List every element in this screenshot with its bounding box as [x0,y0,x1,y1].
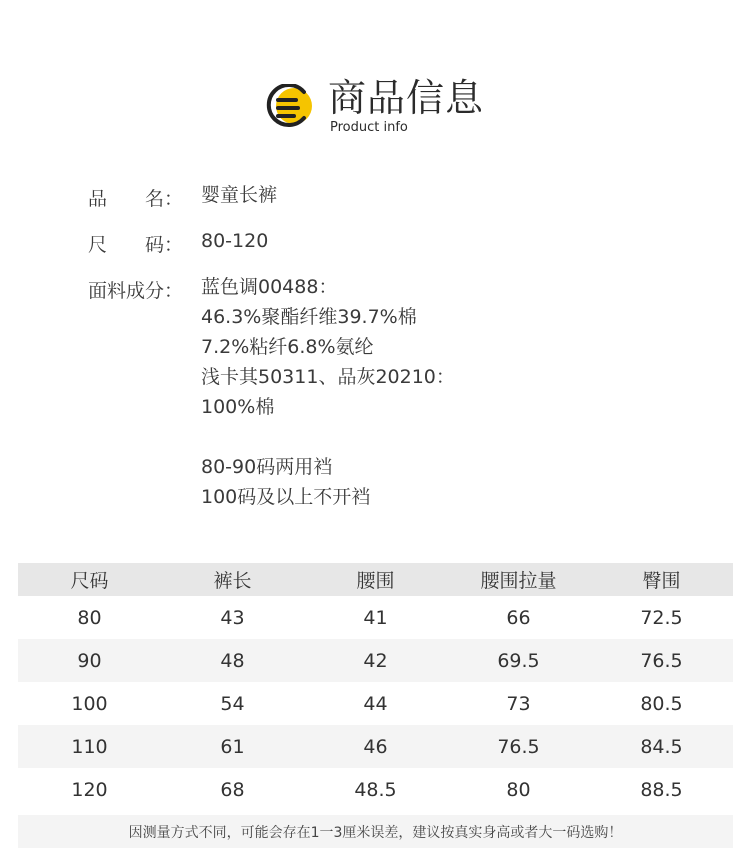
table-cell: 120 [71,778,108,801]
table-row [18,682,733,725]
table-cell: 72.5 [640,606,683,629]
fabric-line: 蓝色调00488： [201,276,338,298]
table-cell: 66 [506,606,531,629]
fabric-line: 100%棉 [201,396,275,418]
attr-label-size: 尺 码： [88,234,184,256]
table-cell: 90 [77,649,102,672]
table-header-row [18,563,733,596]
table-cell: 42 [363,649,388,672]
page-title: 商品信息 [328,76,485,120]
table-header-cell: 裤长 [213,570,252,592]
table-cell: 84.5 [640,735,683,758]
table-cell: 69.5 [497,649,540,672]
table-cell: 73 [506,692,531,715]
measurement-note: 因测量方式不同，可能会存在1一3厘米误差，建议按真实身高或者大一码选购！ [18,815,733,848]
table-cell: 100 [71,692,108,715]
table-cell: 80 [506,778,531,801]
table-cell: 44 [363,692,388,715]
size-table [18,563,733,811]
table-cell: 68 [220,778,245,801]
fabric-line: 46.3%聚酯纤维39.7%棉 [201,306,417,328]
table-cell: 48 [220,649,245,672]
table-cell: 110 [71,735,108,758]
attr-label-name: 品 名： [88,188,184,210]
attr-value-size: 80-120 [201,230,269,252]
table-cell: 46 [363,735,388,758]
table-cell: 54 [220,692,245,715]
table-cell: 61 [220,735,245,758]
attr-value-fabric [201,272,455,512]
fabric-line: 7.2%粘纤6.8%氨纶 [201,336,374,358]
table-header-cell: 腰围拉量 [480,570,557,592]
table-header-cell: 腰围 [356,570,395,592]
table-row [18,725,733,768]
table-cell: 76.5 [640,649,683,672]
product-info-header [262,72,502,142]
table-cell: 80 [77,606,102,629]
document-list-icon [264,84,316,132]
table-row [18,596,733,639]
table-header-cell: 尺码 [70,570,109,592]
table-row [18,768,733,811]
fabric-line: 浅卡其50311、品灰20210： [201,366,455,388]
table-header-cell: 臀围 [642,570,681,592]
attr-label-fabric: 面料成分： [88,280,184,302]
crotch-line: 100码及以上不开裆 [201,486,371,508]
table-cell: 41 [363,606,388,629]
table-cell: 43 [220,606,245,629]
table-row [18,639,733,682]
attr-value-name: 婴童长裤 [201,184,278,206]
table-cell: 76.5 [497,735,540,758]
table-cell: 80.5 [640,692,683,715]
crotch-line: 80-90码两用裆 [201,456,333,478]
table-cell: 48.5 [354,778,397,801]
table-cell: 88.5 [640,778,683,801]
page-subtitle: Product info [330,120,408,135]
